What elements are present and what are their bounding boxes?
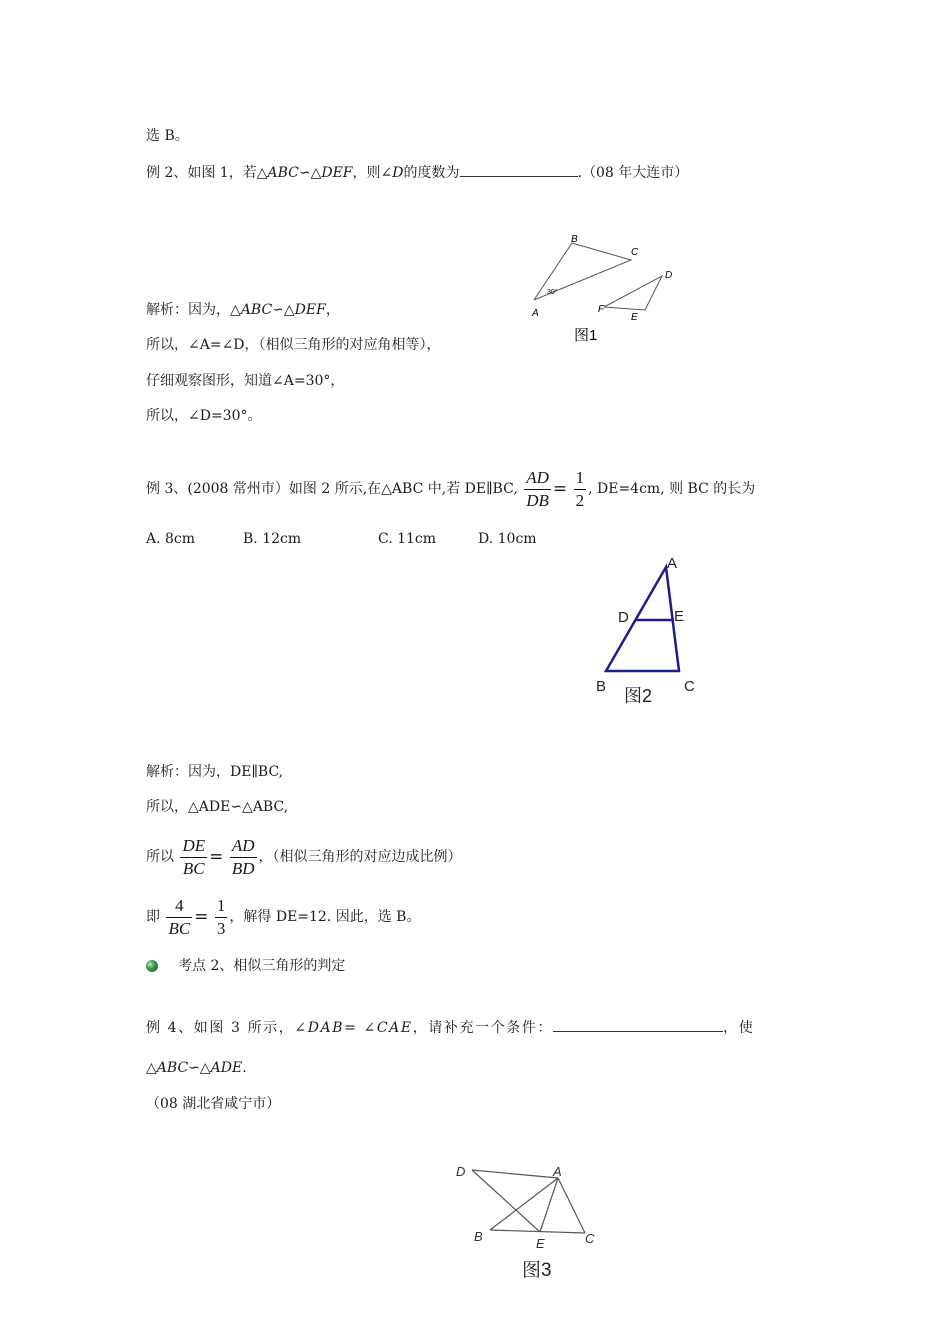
ex3-fraction-ad-db <box>524 467 551 512</box>
ex2-post: 的度数为 <box>403 165 460 181</box>
fig3-seg-de <box>472 1170 540 1232</box>
sol3-l3-den1: BC <box>180 857 207 880</box>
fig1-label-f: F <box>598 304 605 315</box>
sol3-l4-den2: 3 <box>216 918 226 938</box>
fig3-label-b: B <box>474 1229 483 1244</box>
sol3-fraction-4-bc <box>166 895 192 940</box>
sol3-line-3 <box>146 834 462 880</box>
fig1-angle-label: 30° <box>547 289 558 296</box>
figure-2 <box>590 550 710 710</box>
fig3-label-e: E <box>536 1236 545 1251</box>
ex2-mid: ，则∠ <box>352 165 393 181</box>
sol3-fraction-one-third <box>215 895 228 940</box>
fig3-seg-da <box>472 1170 558 1178</box>
condition-blank[interactable] <box>553 1017 723 1032</box>
sol3-l4-post: ，解得 DE=12. 因此，选 B。 <box>229 909 421 925</box>
sol3-l3-post: ，（相似三角形的对应边成比例） <box>258 849 462 865</box>
ex2-source: .（08 年大连市） <box>577 165 689 181</box>
fig2-label-e: E <box>674 608 685 625</box>
sol3-l3-num1: DE <box>182 835 206 855</box>
option-b: B. 12cm <box>243 531 302 547</box>
fig3-label-d: D <box>456 1164 466 1179</box>
ex2-abc: ABC <box>267 165 299 181</box>
ex3-pre: 例 3、(2008 常州市）如图 2 所示,在△ABC 中,若 DE∥BC, <box>146 481 518 497</box>
ex4-l2-abc: ABC <box>156 1060 189 1076</box>
sol3-l4-pre: 即 <box>146 909 160 925</box>
ex2-angle-d: D <box>392 165 404 181</box>
ex2-pre: 例 2、如图 1，若△ <box>146 165 268 181</box>
fig2-caption: 图2 <box>624 686 653 706</box>
option-d: D. 10cm <box>478 531 537 547</box>
fig3-caption: 图3 <box>522 1260 552 1281</box>
fig1-label-a: A <box>532 308 539 319</box>
fig2-label-a: A <box>667 555 678 572</box>
fig2-label-c: C <box>684 678 695 695</box>
ex4-pre: 例 4、如图 3 所示，∠ <box>146 1020 308 1036</box>
ex3-half-num: 1 <box>575 467 585 487</box>
sol2-l1-end: ， <box>325 302 340 318</box>
sol3-l4-num1: 4 <box>175 895 184 915</box>
ex2-def: DEF <box>321 165 353 181</box>
ex4-cae: CAE <box>376 1020 413 1036</box>
sol3-l4-equals: = <box>194 907 209 927</box>
example-4-question <box>146 1017 754 1038</box>
option-c: C. 11cm <box>378 531 437 547</box>
example-2-question <box>146 162 688 183</box>
sol3-fraction-de-bc <box>180 835 207 880</box>
section-heading: 考点 2、相似三角形的判定 <box>178 958 346 974</box>
sol3-line-4 <box>146 894 420 940</box>
ex4-post: ，请补充一个条件： <box>412 1020 554 1036</box>
fig2-label-b: B <box>596 678 607 695</box>
sol2-line-1 <box>146 300 340 320</box>
sol3-line-1: 解析：因为，DE∥BC, <box>146 764 284 780</box>
sol2-line-2: 所以，∠A=∠D，（相似三角形的对应角相等）， <box>146 337 441 353</box>
ex2-sim: ∽△ <box>298 165 322 181</box>
sol3-line-2: 所以，△ADE∽△ABC, <box>146 799 289 815</box>
sol2-line-3: 仔细观察图形，知道∠A=30°， <box>146 373 345 389</box>
sol2-l1-abc: ABC <box>240 302 273 318</box>
answer-blank[interactable] <box>460 162 578 177</box>
fig1-caption: 图1 <box>574 327 598 344</box>
fig1-label-c: C <box>631 247 639 258</box>
figure-1 <box>520 228 690 348</box>
bullet-icon <box>146 960 158 972</box>
ex3-equals: = <box>552 479 568 499</box>
ex4-tail: ，使 <box>723 1020 755 1036</box>
sol3-l3-equals: = <box>209 847 224 867</box>
sol3-fraction-ad-bd <box>230 835 257 880</box>
ex3-frac-num: AD <box>526 467 549 487</box>
fig3-seg-ae <box>540 1178 558 1232</box>
ex4-l2-ade: ADE <box>210 1060 243 1076</box>
example-4-line-2 <box>146 1058 247 1078</box>
fig3-seg-ab <box>490 1178 558 1230</box>
ex3-half-den: 2 <box>575 490 585 510</box>
sol2-l1-pre: 解析：因为，△ <box>146 302 241 318</box>
sol2-line-4: 所以，∠D=30°。 <box>146 408 262 424</box>
answer-line: 选 B。 <box>146 128 189 144</box>
ex3-fraction-half <box>574 467 587 512</box>
ex4-eq: = ∠ <box>344 1020 377 1036</box>
ex4-dab: DAB <box>307 1020 345 1036</box>
sol3-l3-pre: 所以 <box>146 849 174 865</box>
fig1-label-d: D <box>665 270 673 281</box>
option-a: A. 8cm <box>146 531 196 547</box>
ex3-post: , DE=4cm, 则 BC 的长为 <box>588 481 756 497</box>
example-3-question <box>146 466 755 512</box>
ex4-l2-end: . <box>242 1060 247 1076</box>
sol2-l1-sim: ∽△ <box>272 302 295 318</box>
ex4-l2-tri: △ <box>146 1060 157 1076</box>
ex3-frac-den: DB <box>526 490 549 510</box>
ex4-l2-sim: ∽△ <box>188 1060 211 1076</box>
sol3-l4-num2: 1 <box>216 895 226 915</box>
sol3-l3-den2: BD <box>231 858 255 878</box>
fig2-label-d: D <box>618 609 629 626</box>
triangle-def <box>604 276 662 310</box>
fig1-label-b: B <box>571 234 578 245</box>
sol3-l3-num2: AD <box>231 835 255 855</box>
fig3-seg-ac <box>558 1178 585 1233</box>
sol3-l4-den1: BC <box>168 918 191 938</box>
example-4-source: （08 湖北省咸宁市） <box>146 1096 281 1112</box>
figure-3 <box>450 1158 610 1288</box>
fig3-label-c: C <box>585 1231 595 1246</box>
fig1-label-e: E <box>631 312 638 323</box>
sol2-l1-def: DEF <box>294 302 326 318</box>
fig3-label-a: A <box>553 1164 562 1179</box>
